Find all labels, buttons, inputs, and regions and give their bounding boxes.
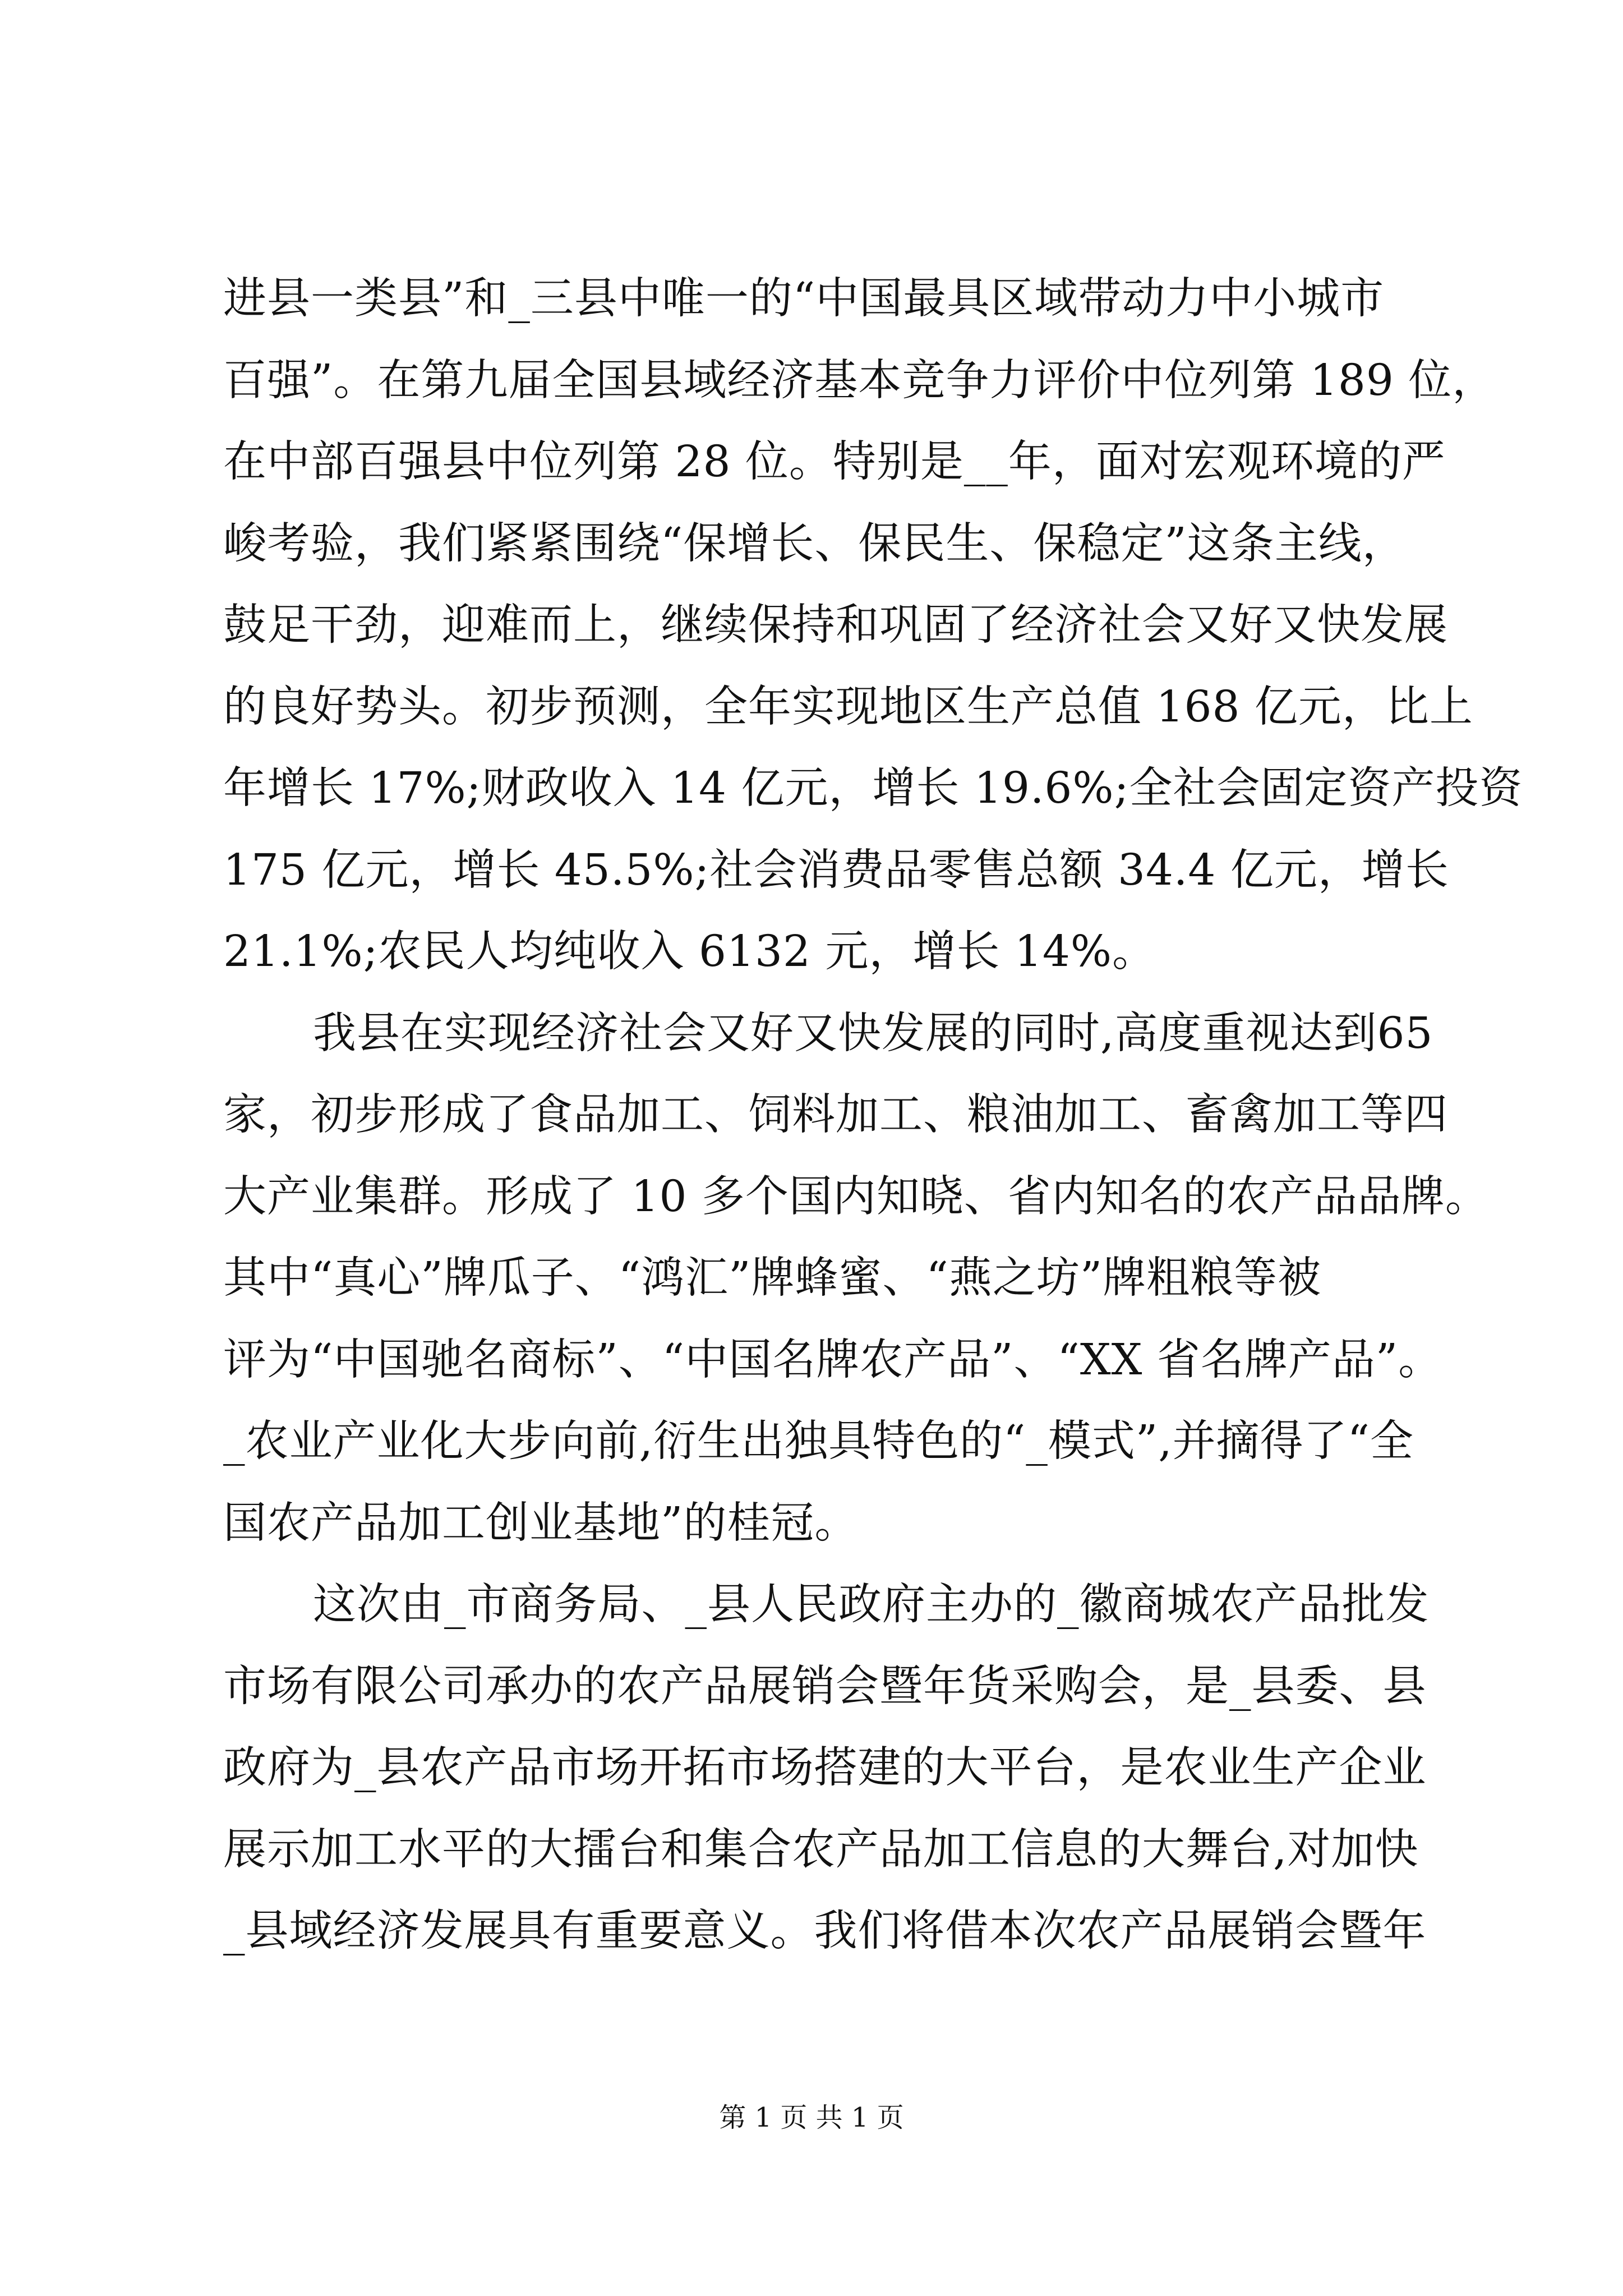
text-line: _农业产业化大步向前,衍生出独具特色的“_模式”,并摘得了“全 (223, 1416, 1414, 1466)
text-line: 百强”。在第九届全国县域经济基本竞争力评价中位列第 189 位， (223, 355, 1496, 406)
text-line: 评为“中国驰名商标”、“中国名牌农产品”、“XX 省名牌产品”。 (223, 1335, 1442, 1385)
text-line: 175 亿元，增长 45.5%;社会消费品零售总额 34.4 亿元，增长 (223, 845, 1449, 895)
text-line: _县域经济发展具有重要意义。我们将借本次农产品展销会暨年 (223, 1906, 1427, 1956)
text-line: 大产业集群。形成了 10 多个国内知晓、省内知名的农产品品牌。 (223, 1171, 1489, 1222)
text-line: 这次由_市商务局、_县人民政府主办的_徽商城农产品批发 (313, 1580, 1430, 1630)
text-line: 的良好势头。初步预测，全年实现地区生产总值 168 亿元，比上 (223, 682, 1473, 732)
text-line: 鼓足干劲，迎难而上，继续保持和巩固了经济社会又好又快发展 (223, 600, 1448, 650)
text-line: 21.1%;农民人均纯收入 6132 元，增长 14%。 (223, 927, 1156, 977)
text-line: 市场有限公司承办的农产品展销会暨年货采购会，是_县委、县 (223, 1661, 1427, 1711)
text-line: 年增长 17%;财政收入 14 亿元，增长 19.6%;全社会固定资产投资 (223, 763, 1523, 813)
text-line: 国农产品加工创业基地”的桂冠。 (223, 1498, 859, 1548)
document-body (223, 258, 1523, 1972)
text-line: 在中部百强县中位列第 28 位。特别是__年，面对宏观环境的严 (223, 437, 1446, 487)
text-line: 进县一类县”和_三县中唯一的“中国最具区域带动力中小城市 (223, 274, 1385, 324)
text-line: 其中“真心”牌瓜子、“鸿汇”牌蜂蜜、“燕之坊”牌粗粮等被 (223, 1253, 1322, 1303)
text-line: 我县在实现经济社会又好又快发展的同时,高度重视达到65 (313, 1008, 1433, 1059)
page-number-footer: 第 1 页 共 1 页 (719, 2102, 904, 2133)
text-line: 家，初步形成了食品加工、饲料加工、粮油加工、畜禽加工等四 (223, 1090, 1448, 1140)
text-line: 政府为_县农产品市场开拓市场搭建的大平台，是农业生产企业 (223, 1743, 1427, 1793)
text-line: 展示加工水平的大擂台和集合农产品加工信息的大舞台,对加快 (223, 1824, 1419, 1875)
text-line: 峻考验，我们紧紧围绕“保增长、保民生、保稳定”这条主线， (223, 518, 1406, 569)
